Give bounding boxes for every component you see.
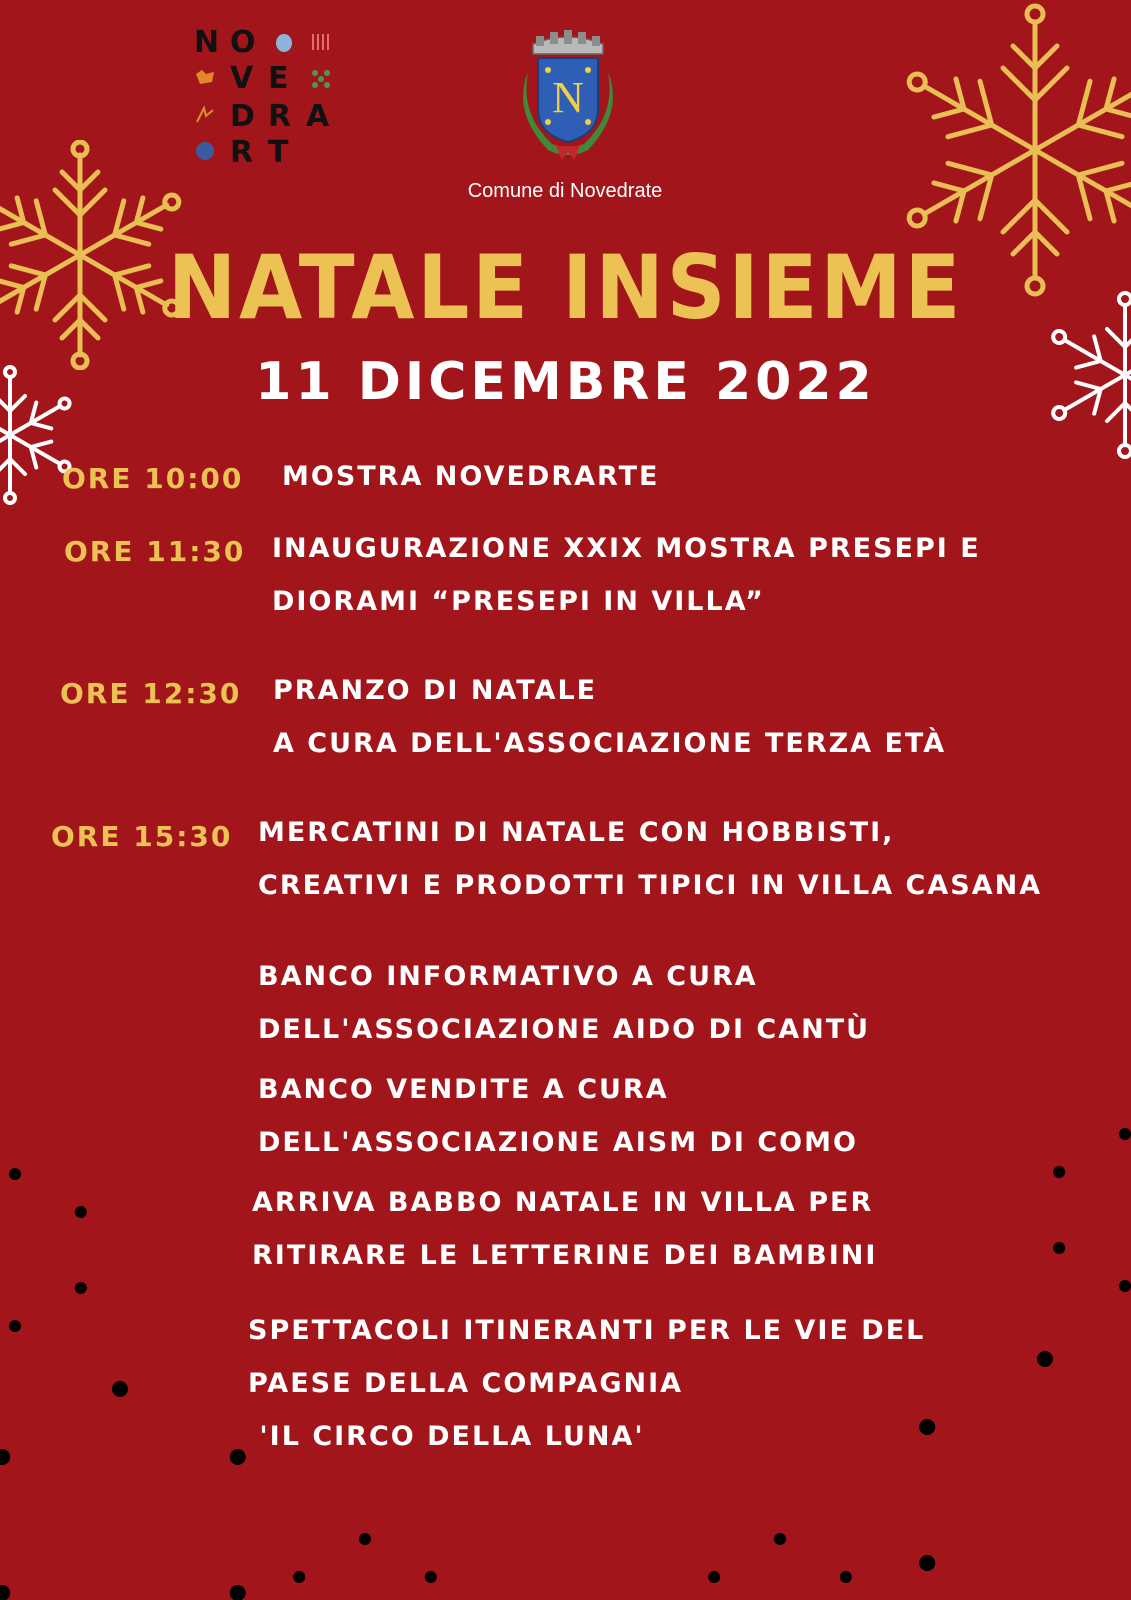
decor-icon [310,32,330,52]
snowflake-icon [680,1515,880,1600]
logo-letter: V [230,61,254,96]
decor-icon [194,140,216,162]
logo-letter: O [230,25,256,60]
coat-of-arms-icon [498,22,638,172]
program-line: SPETTACOLI ITINERANTI PER LE VIE DEL [248,1315,926,1346]
program-line: RITIRARE LE LETTERINE DEI BAMBINI [252,1240,878,1271]
snowflake-icon [275,1525,455,1600]
program-line: PRANZO DI NATALE [273,675,598,706]
snowflake-icon [0,1360,285,1600]
logo-letter: A [306,99,330,134]
logo-letter: T [268,135,289,170]
program-line: DELL'ASSOCIAZIONE AIDO DI CANTÙ [258,1014,871,1045]
decor-icon [274,32,294,54]
decor-icon [194,104,216,126]
program-line: DELL'ASSOCIAZIONE AISM DI COMO [258,1127,858,1158]
program-line: MERCATINI DI NATALE CON HOBBISTI, [258,817,895,848]
novedrarte-logo [192,26,342,176]
program-description [258,1063,858,1169]
program-time: ORE 10:00 [62,462,244,495]
program-line: INAUGURAZIONE XXIX MOSTRA PRESEPI E [272,533,981,564]
decor-icon [310,68,332,90]
program-description [258,950,870,1056]
snowflake-icon [1035,1120,1131,1300]
event-date: 11 DICEMBRE 2022 [255,352,876,412]
program-line: DIORAMI “PRESEPI IN VILLA” [272,586,765,617]
program-description [273,664,946,770]
snowflake-icon [0,1160,105,1340]
program-line: CREATIVI E PRODOTTI TIPICI IN VILLA CASANA [258,870,1043,901]
program-description [272,522,981,628]
program-description [282,450,659,503]
program-line: BANCO VENDITE A CURA [258,1074,669,1105]
logo-letter: R [230,135,254,170]
decor-icon [194,68,216,88]
program-time: ORE 12:30 [60,677,242,710]
program-line: BANCO INFORMATIVO A CURA [258,961,758,992]
program-line: PAESE DELLA COMPAGNIA [248,1368,684,1399]
program-line: 'IL CIRCO DELLA LUNA' [248,1421,645,1452]
program-time: ORE 15:30 [51,820,233,853]
crest-letter: N [552,73,584,122]
program-description [248,1304,925,1463]
event-title: NATALE INSIEME [167,236,964,339]
program-time: ORE 11:30 [64,535,246,568]
logo-letter: R [268,99,292,134]
logo-letter: D [230,99,255,134]
program-description [258,806,1042,912]
program-line: A CURA DELL'ASSOCIAZIONE TERZA ETÀ [273,728,947,759]
logo-letter: N [194,25,220,60]
program-description [252,1176,877,1282]
logo-letter: E [268,61,289,96]
comune-name: Comune di Novedrate [467,180,663,202]
program-line: MOSTRA NOVEDRARTE [282,461,660,492]
program-line: ARRIVA BABBO NATALE IN VILLA PER [252,1187,874,1218]
